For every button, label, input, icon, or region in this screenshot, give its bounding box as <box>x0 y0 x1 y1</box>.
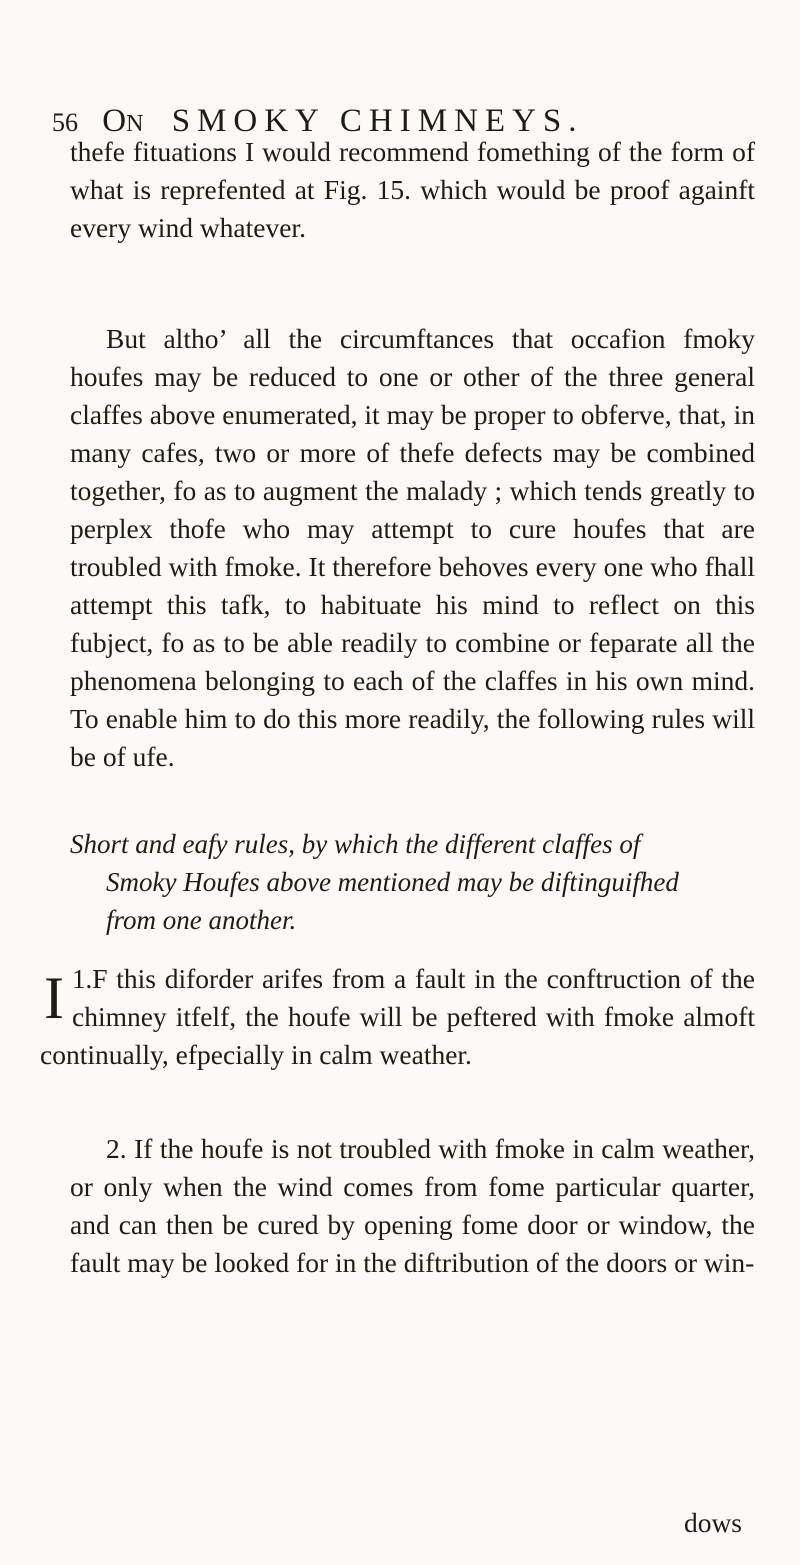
drop-cap: I <box>44 965 64 1031</box>
rule-1-paragraph <box>40 960 755 1074</box>
header-lead-letter: O <box>102 103 127 139</box>
paragraph-fig-15: thefe fituations I would recommend fomething of the form of what is reprefented at Fig. 15. which would be proof againft every wind whatever. <box>70 136 755 243</box>
section-heading <box>70 825 755 939</box>
rule-1-text: F this diforder arifes from a fault in the conftruction of the chimney itfelf, the houfe will be peftered with fmoke almoft continually, efpecially in calm weather. <box>40 963 755 1070</box>
running-title: SMOKY CHIMNEYS. <box>171 103 584 139</box>
catchword: dows <box>683 1507 742 1538</box>
header-lead-small: N <box>126 111 144 137</box>
section-heading-line-1: Short and eafy rules, by which the different claffes of <box>70 829 641 859</box>
paragraph-circumstances: But altho’ all the circumftances that occafion fmoky houfes may be reduced to one or other of the three general claffes above enumerated, it may be proper to obferve, that, in many cafes, two or more of thefe defects may be combined together, fo as to augment the malady ; which tends greatly to perplex thofe who may attempt to cure houfes that are troubled with fmoke. It therefore behoves every one who fhall attempt this tafk, to habituate his mind to reflect on this fubject, fo as to be able readily to combine or feparate all the phenomena belonging to each of the claffes in his own mind. To enable him to do this more readily, the following rules will be of ufe. <box>70 323 755 772</box>
rule-1-number: 1. <box>71 964 93 994</box>
page-number: 56 <box>52 108 78 137</box>
section-heading-line-2: Smoky Houfes above mentioned may be diftinguifhed <box>106 867 679 897</box>
section-heading-line-3: from one another. <box>106 905 297 935</box>
rule-2-paragraph: 2. If the houfe is not troubled with fmoke in calm weather, or only when the wind comes from fome particular quarter, and can then be cured by opening fome door or window, the fault may be looked for in the diftribution of the doors or win- <box>70 1133 755 1278</box>
